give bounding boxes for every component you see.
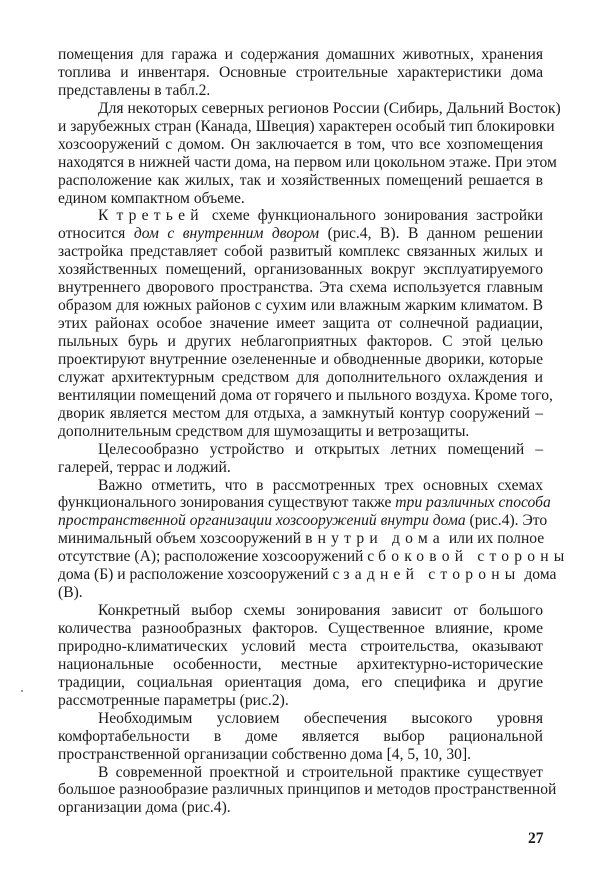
text-run: Необходимым условием обеспечения высокого уровня xyxy=(98,709,543,727)
text-line xyxy=(58,99,561,118)
text-run: отсутствие (А); расположение хозсооружений с xyxy=(58,548,379,566)
text-line xyxy=(58,315,543,333)
text-line xyxy=(58,728,543,746)
text-line xyxy=(58,243,543,261)
scan-speck xyxy=(21,690,23,692)
spaced-emphasis: задней стороны xyxy=(343,566,521,584)
text-run: организации дома (рис.4). xyxy=(58,799,231,817)
text-line xyxy=(58,153,557,172)
text-run: и зарубежных стран (Канада, Швеция) характерен особый тип блокировки xyxy=(58,117,555,135)
text-line xyxy=(58,781,557,799)
spaced-emphasis: третьей xyxy=(116,207,204,225)
text-line xyxy=(58,333,543,351)
text-line xyxy=(58,190,543,208)
text-run: вентиляции помещений дома от горячего и пыльного воздуха. Кроме того, xyxy=(58,386,553,404)
page-number: 27 xyxy=(528,830,544,847)
text-run: Конкретный выбор схемы зонирования зависит от большого xyxy=(98,602,543,620)
paragraph xyxy=(58,763,557,818)
text-run: (рис.4, В). В данном решении xyxy=(319,225,543,243)
text-run: дополнительным средством для шумозащиты и ветрозащиты. xyxy=(58,422,470,440)
paragraph xyxy=(58,99,561,208)
text-run: проектируют внутренние озелененные и обводненные дворики, которые xyxy=(58,350,543,368)
text-line xyxy=(58,261,543,279)
text-line xyxy=(58,386,553,405)
text-line xyxy=(58,692,543,710)
text-line xyxy=(58,746,543,764)
text-line xyxy=(58,207,543,225)
paragraph xyxy=(58,476,570,603)
text-line xyxy=(58,423,543,441)
spaced-emphasis: боковой стороны xyxy=(378,548,570,566)
text-line xyxy=(58,297,543,315)
paragraph xyxy=(58,441,543,477)
text-run: едином компактном объеме. xyxy=(58,189,245,207)
text-line xyxy=(58,441,543,459)
text-line xyxy=(58,548,570,566)
text-line xyxy=(58,405,543,423)
text-run: комфортабельности в доме является выбор рациональной xyxy=(58,727,543,745)
page-body xyxy=(58,46,570,817)
text-run: традиции, социальная ориентация дома, его специфика и другие xyxy=(58,673,543,691)
text-line xyxy=(58,225,543,243)
text-line xyxy=(58,656,543,674)
text-run: пространственной организации собственно дома [4, 5, 10, 30]. xyxy=(58,745,472,763)
text-line xyxy=(58,710,543,728)
text-run: относится xyxy=(58,225,134,243)
italic-emphasis: пространственной организации хозсооружений внутри дома xyxy=(58,512,466,530)
spaced-emphasis: внутри дома xyxy=(305,530,445,548)
text-line xyxy=(58,459,543,477)
text-run: пыльных бурь и других неблагоприятных факторов. С этой целью xyxy=(58,333,543,350)
text-run: этих районах особое значение имеет защита от солнечной радиации, xyxy=(58,315,543,333)
text-run: образом для южных районов с сухим или влажным жарким климатом. В xyxy=(58,297,543,315)
text-run: галерей, террас и лоджий. xyxy=(58,458,231,476)
text-run: хозсооружений с домом. Он заключается в том, что все хозпомещения xyxy=(58,135,543,153)
paragraph xyxy=(58,602,543,710)
text-line xyxy=(58,172,543,190)
text-line xyxy=(58,638,543,656)
text-run: расположение как жилых, так и хозяйственных помещений решается в xyxy=(58,171,543,189)
italic-emphasis: три различных способа xyxy=(395,494,551,512)
text-line xyxy=(58,369,543,387)
text-run: дома (Б) и расположение хозсооружений с xyxy=(58,566,344,584)
text-run: (В). xyxy=(58,584,83,602)
text-line xyxy=(58,279,543,297)
text-run: К xyxy=(98,207,117,225)
text-run: схеме функционального зонирования застройки xyxy=(203,207,543,225)
text-run: В современной проектной и строительной практике существует xyxy=(98,763,543,781)
text-line xyxy=(58,82,543,100)
text-run: находятся в нижней части дома, на первом или цокольном этаже. При этом xyxy=(58,153,557,171)
text-run: рассмотренные параметры (рис.2). xyxy=(58,691,289,709)
text-line xyxy=(58,477,543,495)
text-line xyxy=(58,512,548,530)
text-line xyxy=(58,566,557,584)
text-run: или их полное xyxy=(444,530,545,548)
text-run: представлены в табл.2. xyxy=(58,81,211,99)
text-line xyxy=(58,602,543,620)
text-line xyxy=(58,136,543,154)
text-line xyxy=(58,46,543,64)
text-line xyxy=(58,530,543,548)
text-line xyxy=(58,117,555,136)
text-line xyxy=(58,764,543,782)
text-line xyxy=(58,584,543,602)
text-run: (рис.4). Это xyxy=(465,512,548,530)
text-run: количества разнообразных факторов. Существенное влияние, кроме xyxy=(58,620,543,637)
paragraph xyxy=(58,710,543,764)
text-run: Важно отметить, что в рассмотренных трех основных схемах xyxy=(98,476,543,494)
text-run: дома xyxy=(520,566,557,584)
paragraph xyxy=(58,207,553,440)
text-run: функционального зонирования существуют также xyxy=(58,494,396,512)
text-line xyxy=(58,64,543,82)
text-run: дворик является местом для отдыха, а замкнутый контур сооружений – xyxy=(58,404,543,422)
text-line xyxy=(58,351,543,369)
text-line xyxy=(58,494,551,512)
text-run: большое разнообразие различных принципов и методов пространственной xyxy=(58,781,557,799)
text-run: национальные особенности, местные архитектурно-исторические xyxy=(58,655,543,673)
text-run: внутреннего дворового пространства. Эта схема используется главным xyxy=(58,279,543,297)
text-run: помещения для гаража и содержания домашних животных, хранения xyxy=(58,46,543,63)
text-run: служат архитектурным средством для дополнительного охлаждения и xyxy=(58,368,543,386)
text-line xyxy=(58,799,543,817)
text-run: природно-климатических условий места строительства, оказывают xyxy=(58,637,543,655)
paragraph xyxy=(58,46,543,100)
text-run: Для некоторых северных регионов России (Сибирь, Дальний Восток) xyxy=(98,99,561,117)
text-run: Целесообразно устройство и открытых летних помещений – xyxy=(98,440,543,458)
text-line xyxy=(58,674,543,692)
text-run: минимальный объем хозсооружений xyxy=(58,530,306,548)
text-run: хозяйственных помещений, организованных вокруг эксплуатируемого xyxy=(58,261,543,279)
italic-emphasis: дом с внутренним двором xyxy=(133,225,320,243)
text-run: топлива и инвентаря. Основные строительные характеристики дома xyxy=(58,63,543,81)
text-line xyxy=(58,620,543,638)
text-run: застройка представляет собой развитый комплекс связанных жилых и xyxy=(58,243,543,261)
